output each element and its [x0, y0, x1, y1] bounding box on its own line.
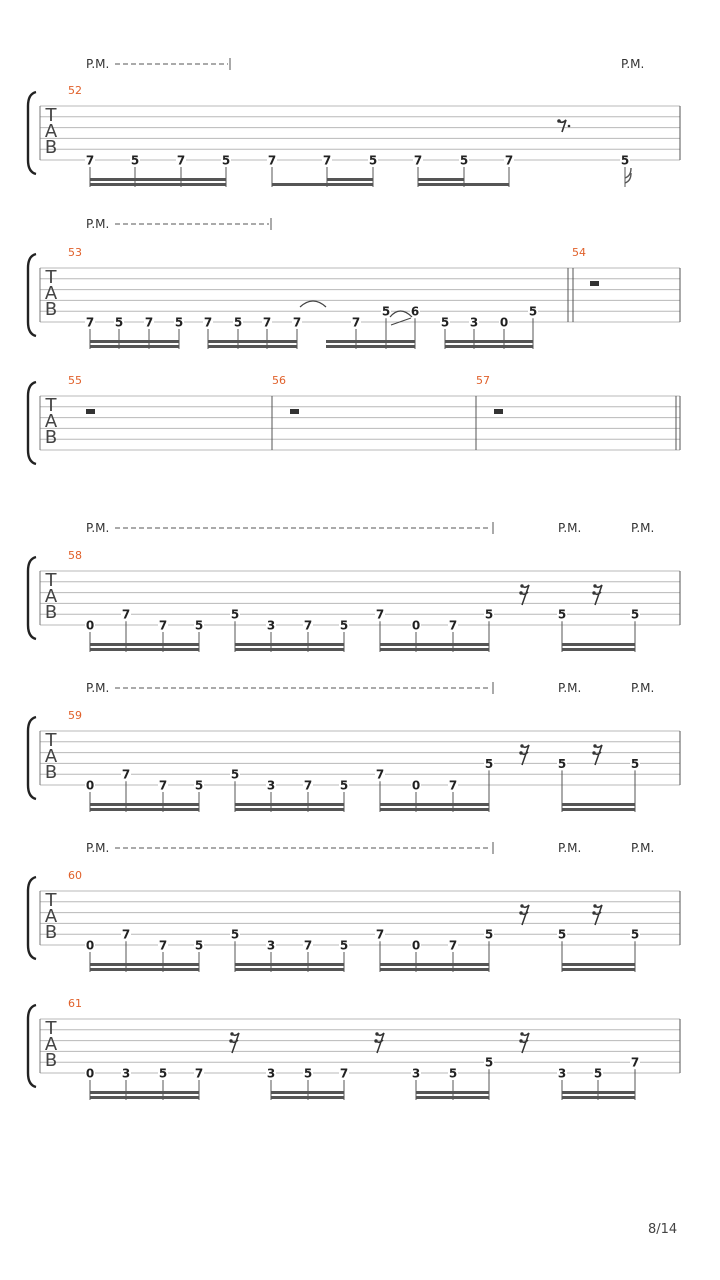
fret-number: 7	[303, 618, 313, 633]
beam-secondary	[327, 178, 373, 181]
rest-head	[593, 584, 596, 587]
rest-head	[520, 904, 523, 907]
tab-clef-letter: A	[44, 586, 58, 607]
palm-mute-label: P.M.	[86, 841, 110, 855]
beam-secondary	[235, 963, 344, 966]
beam	[90, 345, 179, 348]
fret-number: 0	[411, 618, 421, 633]
rest-head	[592, 751, 595, 754]
fret-number: 7	[303, 938, 313, 953]
fret-number: 7	[303, 778, 313, 793]
fret-number: 5	[194, 778, 204, 793]
beam	[235, 968, 344, 971]
slide-arc	[390, 311, 412, 317]
beam-secondary	[326, 340, 415, 343]
beam	[418, 183, 509, 186]
beam-secondary	[90, 340, 179, 343]
fret-number: 3	[266, 1066, 276, 1081]
rest-augmentation-dot	[568, 125, 571, 128]
measure-number: 55	[68, 374, 82, 387]
beam-secondary	[235, 643, 344, 646]
tab-clef-letter: A	[44, 746, 58, 767]
fret-number: 0	[499, 315, 509, 330]
half-rest	[86, 409, 95, 414]
tab-system	[28, 681, 680, 812]
fret-number: 5	[194, 618, 204, 633]
beam-secondary	[380, 643, 489, 646]
beam	[235, 648, 344, 651]
beam	[90, 1096, 199, 1099]
fret-number: 7	[351, 315, 361, 330]
tab-system	[28, 997, 680, 1100]
fret-number: 3	[557, 1066, 567, 1081]
tab-clef-letter: T	[45, 1018, 57, 1039]
fret-number: 5	[630, 927, 640, 942]
fret-number: 5	[368, 153, 378, 168]
beam-secondary	[235, 803, 344, 806]
fret-number: 5	[194, 938, 204, 953]
fret-number: 5	[158, 1066, 168, 1081]
rest-head	[592, 911, 595, 914]
fret-number: 7	[158, 778, 168, 793]
fret-number: 7	[85, 315, 95, 330]
rest-head	[593, 744, 596, 747]
system-bracket	[28, 717, 36, 799]
beam	[445, 345, 533, 348]
tab-clef-letter: T	[45, 730, 57, 751]
fret-number: 3	[411, 1066, 421, 1081]
sixteenth-rest	[521, 585, 529, 605]
palm-mute-label: P.M.	[631, 521, 655, 535]
beam-secondary	[562, 1091, 635, 1094]
beam	[208, 345, 297, 348]
fret-number: 0	[85, 1066, 95, 1081]
sixteenth-rest	[376, 1033, 384, 1053]
tab-system	[28, 521, 680, 652]
measure-number: 58	[68, 549, 82, 562]
fret-number: 5	[557, 607, 567, 622]
fret-number: 5	[448, 1066, 458, 1081]
measure-number: 59	[68, 709, 82, 722]
sixteenth-rest	[521, 745, 529, 765]
tab-system	[28, 841, 680, 972]
palm-mute-label: P.M.	[86, 57, 110, 71]
fret-number: 5	[630, 607, 640, 622]
fret-number: 7	[448, 778, 458, 793]
measure-number: 61	[68, 997, 82, 1010]
fret-number: 7	[144, 315, 154, 330]
palm-mute-label: P.M.	[86, 521, 110, 535]
beam-secondary	[416, 1091, 489, 1094]
tab-system	[28, 217, 680, 349]
tab-clef-letter: B	[44, 602, 58, 623]
system-bracket	[28, 382, 36, 464]
beam	[562, 648, 635, 651]
beam	[90, 183, 226, 186]
tie-arc	[300, 301, 326, 307]
tab-clef-letter: B	[44, 299, 58, 320]
measure-number: 57	[476, 374, 490, 387]
beam	[235, 808, 344, 811]
fret-number: 5	[233, 315, 243, 330]
tab-clef-letter: T	[45, 395, 57, 416]
fret-number: 7	[203, 315, 213, 330]
fret-number: 5	[230, 767, 240, 782]
beam-secondary	[445, 340, 533, 343]
fret-number: 0	[411, 778, 421, 793]
sixteenth-rest	[594, 905, 602, 925]
fret-number: 5	[230, 607, 240, 622]
beam	[90, 968, 199, 971]
tab-clef-letter: T	[45, 267, 57, 288]
palm-mute-label: P.M.	[558, 681, 582, 695]
beam	[90, 808, 199, 811]
fret-number: 0	[85, 618, 95, 633]
fret-number: 7	[630, 1055, 640, 1070]
eighth-rest-dot	[557, 119, 561, 123]
palm-mute-label: P.M.	[558, 521, 582, 535]
rest-head	[520, 1032, 523, 1035]
fret-number: 3	[121, 1066, 131, 1081]
beam-secondary	[90, 1091, 199, 1094]
rest-head	[519, 911, 522, 914]
beam-secondary	[208, 340, 297, 343]
beam-secondary	[562, 803, 635, 806]
fret-number: 3	[469, 315, 479, 330]
tab-system	[28, 57, 680, 187]
fret-number: 7	[121, 767, 131, 782]
tab-clef-letter: A	[44, 283, 58, 304]
beam-secondary	[90, 643, 199, 646]
rest-head	[592, 591, 595, 594]
tab-clef-letter: A	[44, 121, 58, 142]
rest-head	[230, 1032, 233, 1035]
beam-secondary	[418, 178, 464, 181]
beam	[416, 1096, 489, 1099]
page-number: 8/14	[648, 1222, 678, 1237]
system-bracket	[28, 557, 36, 639]
fret-number: 3	[266, 618, 276, 633]
beam	[380, 808, 489, 811]
tab-clef-letter: A	[44, 1034, 58, 1055]
palm-mute-label: P.M.	[86, 681, 110, 695]
fret-number: 7	[292, 315, 302, 330]
beam	[271, 1096, 344, 1099]
measure-number: 54	[572, 246, 586, 259]
rest-head	[229, 1039, 232, 1042]
tab-clef-letter: B	[44, 427, 58, 448]
beam	[90, 648, 199, 651]
half-rest	[290, 409, 299, 414]
system-bracket	[28, 254, 36, 336]
fret-number: 5	[620, 153, 630, 168]
fret-number: 5	[484, 607, 494, 622]
fret-number: 7	[85, 153, 95, 168]
fret-number: 5	[630, 756, 640, 771]
tab-clef-letter: A	[44, 906, 58, 927]
sixteenth-rest	[594, 585, 602, 605]
measure-number: 60	[68, 869, 82, 882]
fret-number: 3	[266, 778, 276, 793]
measure-number: 56	[272, 374, 286, 387]
tab-clef-letter: B	[44, 762, 58, 783]
beam-secondary	[271, 1091, 344, 1094]
beam	[272, 183, 373, 186]
fret-number: 5	[484, 927, 494, 942]
rest-head	[375, 1032, 378, 1035]
measure-number: 53	[68, 246, 82, 259]
fret-number: 5	[484, 1055, 494, 1070]
beam-secondary	[380, 963, 489, 966]
beam	[562, 968, 635, 971]
fret-number: 7	[448, 938, 458, 953]
fret-number: 5	[130, 153, 140, 168]
fret-number: 5	[230, 927, 240, 942]
fret-number: 5	[339, 938, 349, 953]
half-rest	[494, 409, 503, 414]
fret-number: 5	[440, 315, 450, 330]
tab-clef-letter: B	[44, 1050, 58, 1071]
fret-number: 7	[375, 927, 385, 942]
half-rest	[590, 281, 599, 286]
system-bracket	[28, 92, 36, 174]
tab-clef-letter: A	[44, 411, 58, 432]
fret-number: 7	[262, 315, 272, 330]
beam	[326, 345, 415, 348]
fret-number: 7	[322, 153, 332, 168]
palm-mute-label: P.M.	[631, 841, 655, 855]
rest-head	[520, 584, 523, 587]
fret-number: 5	[459, 153, 469, 168]
rest-head	[520, 744, 523, 747]
fret-number: 5	[484, 756, 494, 771]
palm-mute-label: P.M.	[86, 217, 110, 231]
note-flag	[625, 168, 631, 183]
fret-number: 5	[114, 315, 124, 330]
rest-head	[519, 1039, 522, 1042]
beam	[562, 1096, 635, 1099]
fret-number: 5	[339, 618, 349, 633]
fret-number: 7	[413, 153, 423, 168]
fret-number: 7	[121, 927, 131, 942]
fret-number: 5	[339, 778, 349, 793]
beam-secondary	[562, 643, 635, 646]
sixteenth-rest	[231, 1033, 239, 1053]
rest-head	[593, 904, 596, 907]
fret-number: 5	[381, 304, 391, 319]
tab-clef-letter: B	[44, 137, 58, 158]
beam-secondary	[562, 963, 635, 966]
tab-clef-letter: T	[45, 105, 57, 126]
tab-system	[28, 374, 680, 464]
rest-head	[519, 751, 522, 754]
fret-number: 3	[266, 938, 276, 953]
fret-number: 5	[528, 304, 538, 319]
fret-number: 0	[85, 938, 95, 953]
system-bracket	[28, 1005, 36, 1087]
beam-secondary	[90, 803, 199, 806]
tab-clef-letter: T	[45, 890, 57, 911]
tab-clef-letter: T	[45, 570, 57, 591]
rest-head	[519, 591, 522, 594]
fret-number: 7	[121, 607, 131, 622]
beam-secondary	[90, 963, 199, 966]
fret-number: 7	[339, 1066, 349, 1081]
beam-secondary	[90, 178, 226, 181]
palm-mute-label: P.M.	[621, 57, 645, 71]
fret-number: 7	[194, 1066, 204, 1081]
fret-number: 7	[158, 618, 168, 633]
fret-number: 7	[176, 153, 186, 168]
fret-number: 5	[593, 1066, 603, 1081]
beam-secondary	[380, 803, 489, 806]
sixteenth-rest	[521, 1033, 529, 1053]
fret-number: 7	[375, 767, 385, 782]
fret-number: 7	[448, 618, 458, 633]
fret-number: 7	[504, 153, 514, 168]
system-bracket	[28, 877, 36, 959]
fret-number: 6	[410, 304, 420, 319]
fret-number: 0	[85, 778, 95, 793]
fret-number: 7	[375, 607, 385, 622]
fret-number: 5	[174, 315, 184, 330]
fret-number: 5	[557, 927, 567, 942]
rest-head	[374, 1039, 377, 1042]
beam	[380, 648, 489, 651]
fret-number: 7	[158, 938, 168, 953]
fret-number: 0	[411, 938, 421, 953]
fret-number: 5	[303, 1066, 313, 1081]
beam	[380, 968, 489, 971]
sixteenth-rest	[594, 745, 602, 765]
sixteenth-rest	[521, 905, 529, 925]
palm-mute-label: P.M.	[631, 681, 655, 695]
fret-number: 7	[267, 153, 277, 168]
measure-number: 52	[68, 84, 82, 97]
fret-number: 5	[221, 153, 231, 168]
fret-number: 5	[557, 756, 567, 771]
palm-mute-label: P.M.	[558, 841, 582, 855]
tab-clef-letter: B	[44, 922, 58, 943]
beam	[562, 808, 635, 811]
